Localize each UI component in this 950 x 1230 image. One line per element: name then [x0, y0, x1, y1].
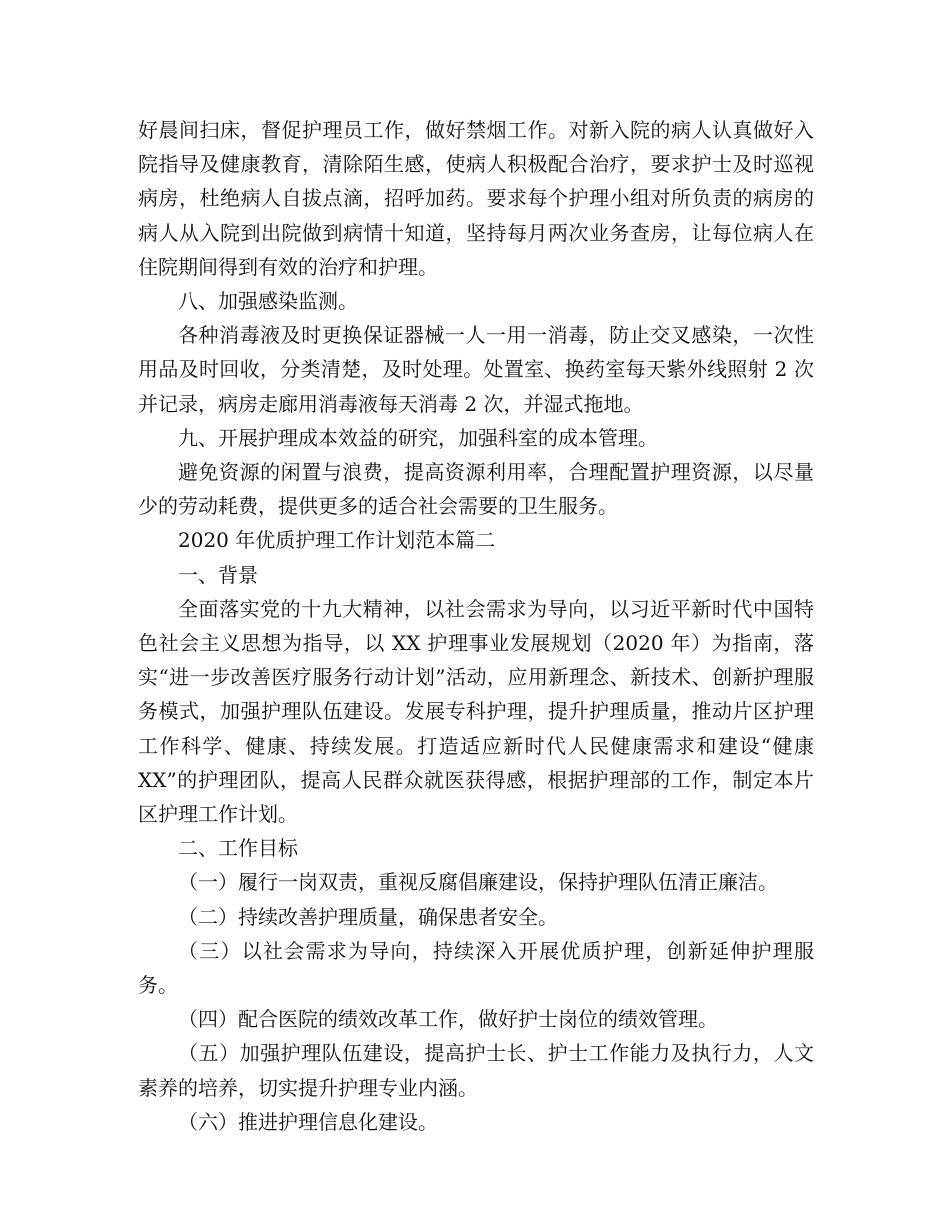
goal-item-1: （一）履行一岗双责，重视反腐倡廉建设，保持护理队伍清正廉洁。 [178, 870, 778, 895]
goal-item-6: （六）推进护理信息化建设。 [178, 1109, 438, 1134]
goal-item-4: （四）配合医院的绩效改革工作，做好护士岗位的绩效管理。 [178, 1007, 718, 1032]
paragraph-background: 全面落实党的十九大精神，以社会需求为导向，以习近平新时代中国特色社会主义思想为指导，以 XX 护理事业发展规划（2020 年）为指南，落实“进一步改善医疗服务行动计划”活动，应用新理念、新技术、创新护理服务模式，加强护理队伍建设。发展专科护理，提升护理质量，推动片区护理工作科学、健康、持续发展。打造适应新时代人民健康需求和建设“健康 XX”的护理团队，提高人民群众就医获得感，根据护理部的工作，制定本片区护理工作计划。 [138, 596, 814, 827]
paragraph-infection: 各种消毒液及时更换保证器械一人一用一消毒，防止交叉感染，一次性用品及时回收，分类清楚，及时处理。处置室、换药室每天紫外线照射 2 次并记录，病房走廊用消毒液每天消毒 2 次，并湿式拖地。 [138, 323, 814, 416]
goal-item-3: （三）以社会需求为导向，持续深入开展优质护理，创新延伸护理服务。 [138, 938, 814, 998]
article-title-2: 2020 年优质护理工作计划范本篇二 [178, 528, 496, 553]
section-heading-9: 九、开展护理成本效益的研究，加强科室的成本管理。 [178, 425, 658, 450]
section-heading-background: 一、背景 [178, 562, 258, 587]
paragraph-cost: 避免资源的闲置与浪费，提高资源利用率，合理配置护理资源，以尽量少的劳动耗费，提供更多的适合社会需要的卫生服务。 [138, 460, 814, 519]
paragraph-continuation: 好晨间扫床，督促护理员工作，做好禁烟工作。对新入院的病人认真做好入院指导及健康教育，清除陌生感，使病人积极配合治疗，要求护士及时巡视病房，杜绝病人自拔点滴，招呼加药。要求每个护理小组对所负责的病房的病人从入院到出院做到病情十知道，坚持每月两次业务查房，让每位病人在住院期间得到有效的治疗和护理。 [138, 118, 814, 279]
document-body [138, 113, 814, 1139]
section-heading-goals: 二、工作目标 [178, 836, 298, 861]
section-heading-8: 八、加强感染监测。 [178, 289, 358, 314]
goal-item-2: （二）持续改善护理质量，确保患者安全。 [178, 904, 558, 929]
goal-item-5: （五）加强护理队伍建设，提高护士长、护士工作能力及执行力，人文素养的培养，切实提升护理专业内涵。 [138, 1041, 814, 1100]
